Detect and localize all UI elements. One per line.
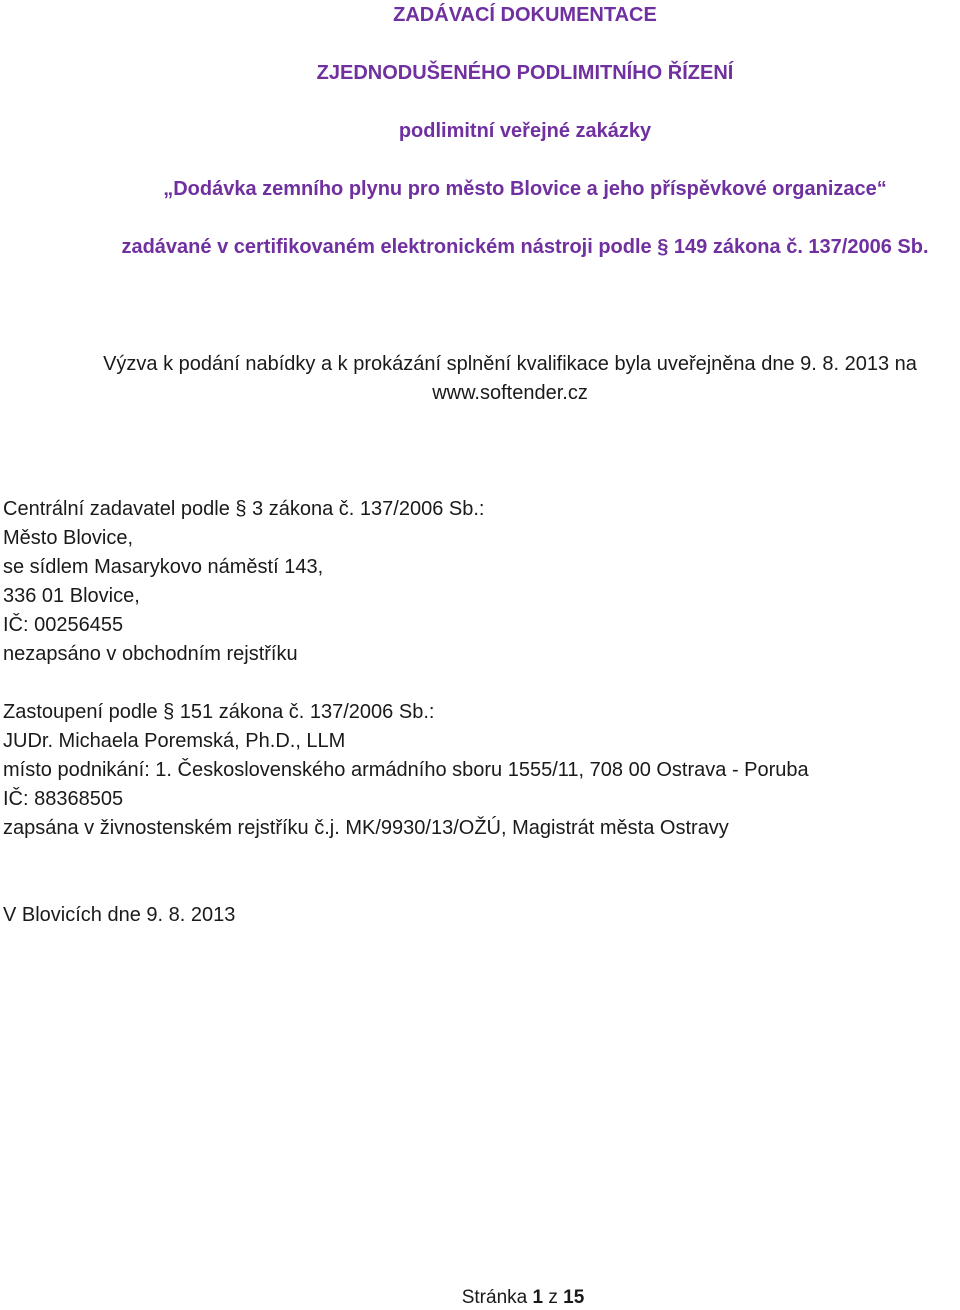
page-label: Stránka — [461, 1287, 528, 1308]
page-current: 1 — [532, 1287, 544, 1308]
representative-register: zapsána v živnostenském rejstříku č.j. MK/9930/13/OŽÚ, Magistrát města Ostravy — [3, 817, 729, 839]
representation-heading: Zastoupení podle § 151 zákona č. 137/2006 Sb.: — [3, 701, 435, 723]
notice-line-2: www.softender.cz — [432, 382, 588, 404]
authority-name: Město Blovice, — [3, 527, 134, 549]
notice-line-1: Výzva k podání nabídky a k prokázání splnění kvalifikace byla uveřejněna dne 9. 8. 2013 na — [103, 353, 917, 375]
contracting-authority — [3, 495, 484, 669]
authority-ico: IČ: 00256455 — [3, 614, 124, 636]
document-title: ZADÁVACÍ DOKUMENTACE — [393, 4, 657, 26]
date-place — [3, 901, 235, 930]
authority-register: nezapsáno v obchodním rejstříku — [3, 643, 298, 665]
authority-seat: se sídlem Masarykovo náměstí 143, — [3, 556, 324, 578]
authority-heading: Centrální zadavatel podle § 3 zákona č. 137/2006 Sb.: — [3, 498, 485, 520]
representative-ico: IČ: 88368505 — [3, 788, 124, 810]
page-total: 15 — [563, 1287, 585, 1308]
page-footer — [0, 1286, 960, 1310]
procedure-type: ZJEDNODUŠENÉHO PODLIMITNÍHO ŘÍZENÍ — [316, 62, 734, 84]
date-line: V Blovicích dne 9. 8. 2013 — [3, 904, 236, 926]
tool-note: zadávané v certifikovaném elektronickém nástroji podle § 149 zákona č. 137/2006 Sb. — [121, 236, 929, 258]
publication-notice — [60, 350, 960, 408]
representation — [3, 698, 809, 843]
authority-city: 336 01 Blovice, — [3, 585, 140, 607]
contract-name: „Dodávka zemního plynu pro město Blovice a jeho příspěvkové organizace“ — [163, 178, 887, 200]
contract-type: podlimitní veřejné zakázky — [398, 120, 652, 142]
representative-name: JUDr. Michaela Poremská, Ph.D., LLM — [3, 730, 346, 752]
representative-address: místo podnikání: 1. Československého armádního sboru 1555/11, 708 00 Ostrava - Poruba — [3, 759, 809, 781]
of-label: z — [548, 1287, 558, 1308]
